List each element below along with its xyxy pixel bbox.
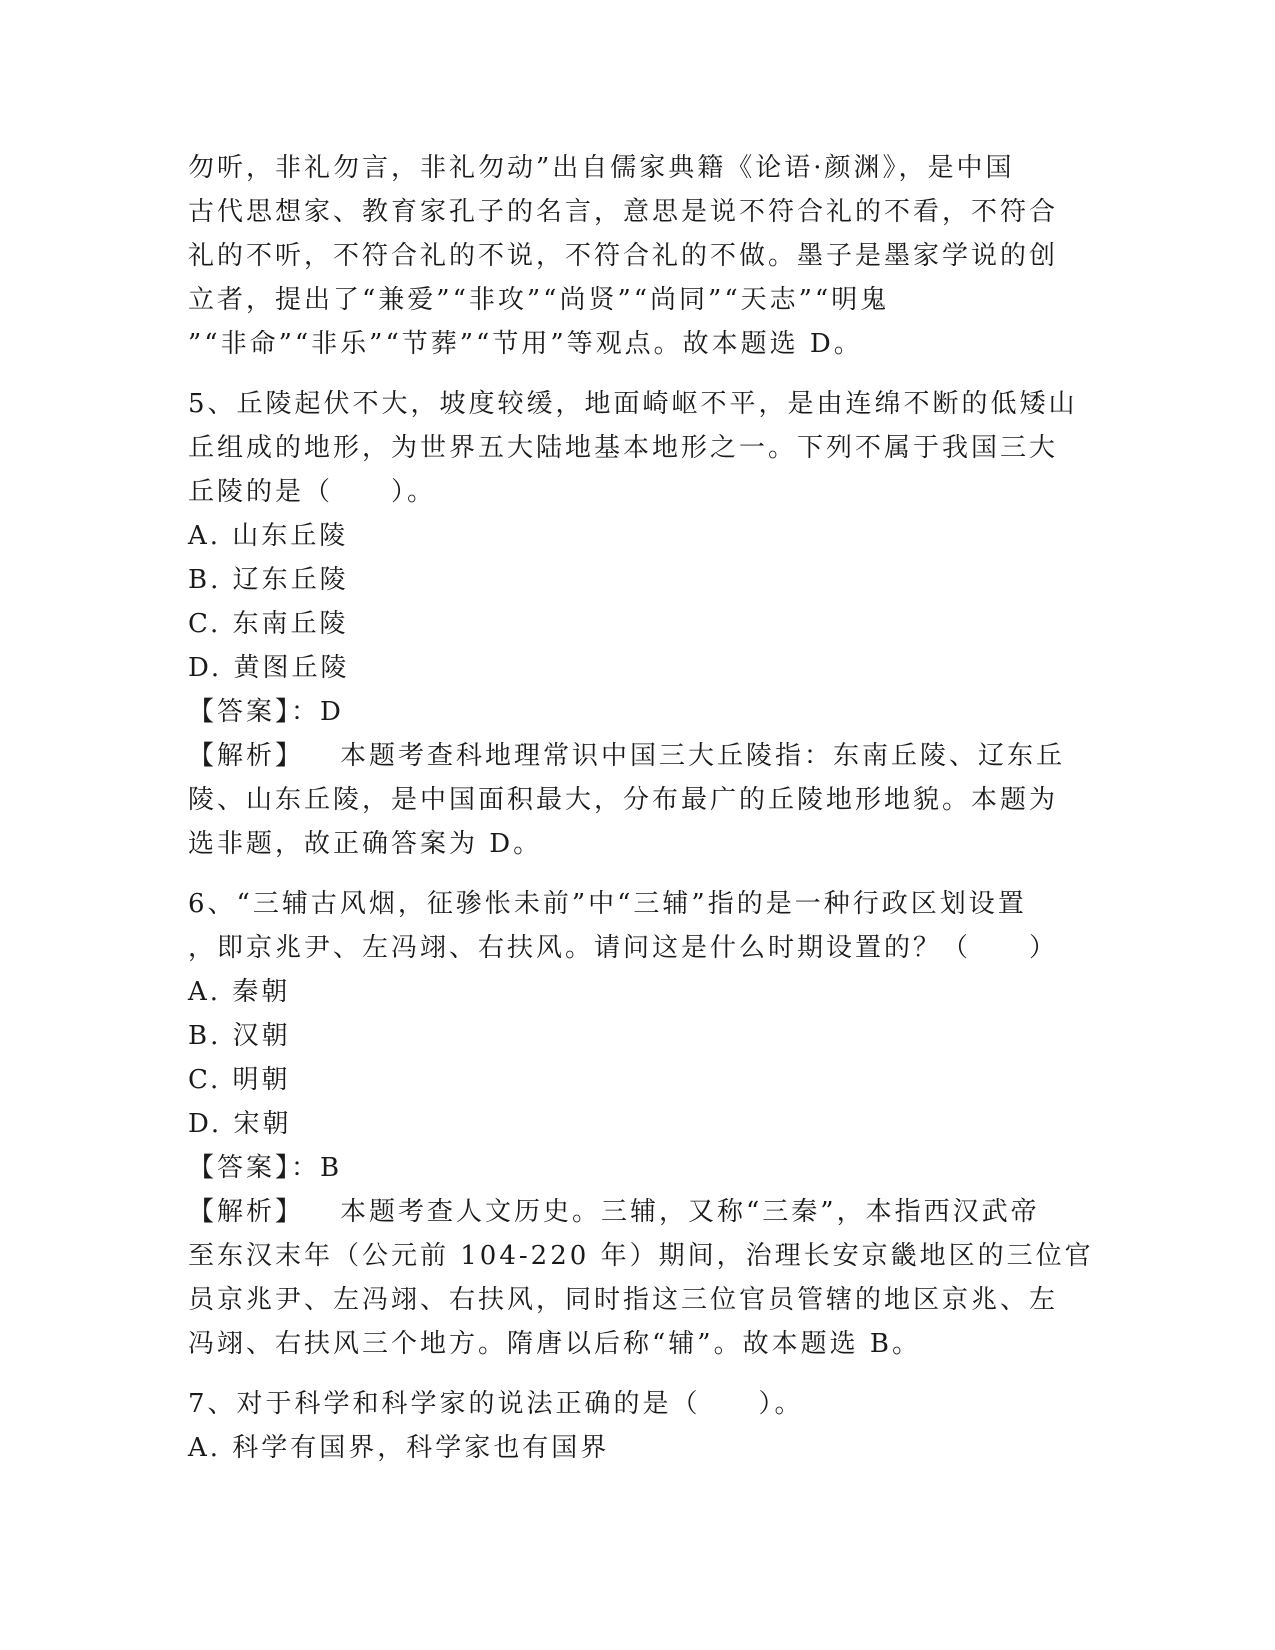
question-5 [188, 382, 1088, 866]
explanation-line: 至东汉末年（公元前 104-220 年）期间，治理长安京畿地区的三位官 [188, 1241, 1094, 1271]
answer-value: B [320, 1153, 343, 1183]
question-stem-line: ，即京兆尹、左冯翊、右扶风。请问这是什么时期设置的？（ ） [188, 933, 1059, 963]
explanation-line: 选非题，故正确答案为 D。 [188, 829, 543, 859]
explanation-label: 【解析】 [188, 1197, 305, 1227]
answer-line [188, 690, 1088, 734]
answer-label: 【答案】： [188, 1153, 321, 1183]
question-stem-line: 丘组成的地形，为世界五大陆地基本地形之一。下列不属于我国三大 [188, 433, 1059, 463]
option-a: A. 山东丘陵 [188, 521, 349, 551]
answer-line [188, 1146, 1088, 1190]
question-stem-line: 丘陵的是（ ）。 [188, 477, 437, 507]
option-c: C. 东南丘陵 [188, 609, 349, 639]
explanation-line: 员京兆尹、左冯翊、右扶风，同时指这三位官员管辖的地区京兆、左 [188, 1285, 1059, 1315]
question-stem-line: 6、“三辅古风烟，征骖怅未前”中“三辅”指的是一种行政区划设置 [188, 889, 1027, 919]
explanation-line [188, 1190, 1088, 1234]
text-line: 立者，提出了“兼爱”“非攻”“尚贤”“尚同”“天志”“明鬼 [188, 285, 890, 315]
option-d: D. 黄图丘陵 [188, 653, 350, 683]
explanation-line [188, 734, 1088, 778]
question-stem-line: 7、对于科学和科学家的说法正确的是（ ）。 [188, 1389, 804, 1419]
explanation-line: 冯翊、右扶风三个地方。隋唐以后称“辅”。故本题选 B。 [188, 1329, 921, 1359]
question-7 [188, 1382, 1088, 1470]
text-line: 古代思想家、教育家孔子的名言，意思是说不符合礼的不看，不符合 [188, 197, 1059, 227]
option-c: C. 明朝 [188, 1065, 291, 1095]
prev-explanation [188, 146, 1088, 366]
question-stem-line: 5、丘陵起伏不大，坡度较缓，地面崎岖不平，是由连绵不断的低矮山 [188, 389, 1078, 419]
answer-label: 【答案】： [188, 697, 321, 727]
option-a: A. 科学有国界，科学家也有国界 [188, 1433, 610, 1463]
explanation-line: 陵、山东丘陵，是中国面积最大，分布最广的丘陵地形地貌。本题为 [188, 785, 1059, 815]
explanation-text: 本题考查人文历史。三辅，又称“三秦”，本指西汉武帝 [340, 1197, 1040, 1227]
option-a: A. 秦朝 [188, 977, 291, 1007]
text-line: 勿听，非礼勿言，非礼勿动”出自儒家典籍《论语·颜渊》，是中国 [188, 153, 1015, 183]
option-b: B. 辽东丘陵 [188, 565, 349, 595]
text-line: 礼的不听，不符合礼的不说，不符合礼的不做。墨子是墨家学说的创 [188, 241, 1059, 271]
question-6 [188, 882, 1094, 1366]
explanation-label: 【解析】 [188, 741, 305, 771]
document-page [188, 146, 1094, 1470]
option-b: B. 汉朝 [188, 1021, 291, 1051]
explanation-text: 本题考查科地理常识中国三大丘陵指：东南丘陵、辽东丘 [340, 741, 1066, 771]
text-line: ”“非命”“非乐”“节葬”“节用”等观点。故本题选 D。 [188, 329, 863, 359]
option-d: D. 宋朝 [188, 1109, 292, 1139]
answer-value: D [320, 697, 344, 727]
